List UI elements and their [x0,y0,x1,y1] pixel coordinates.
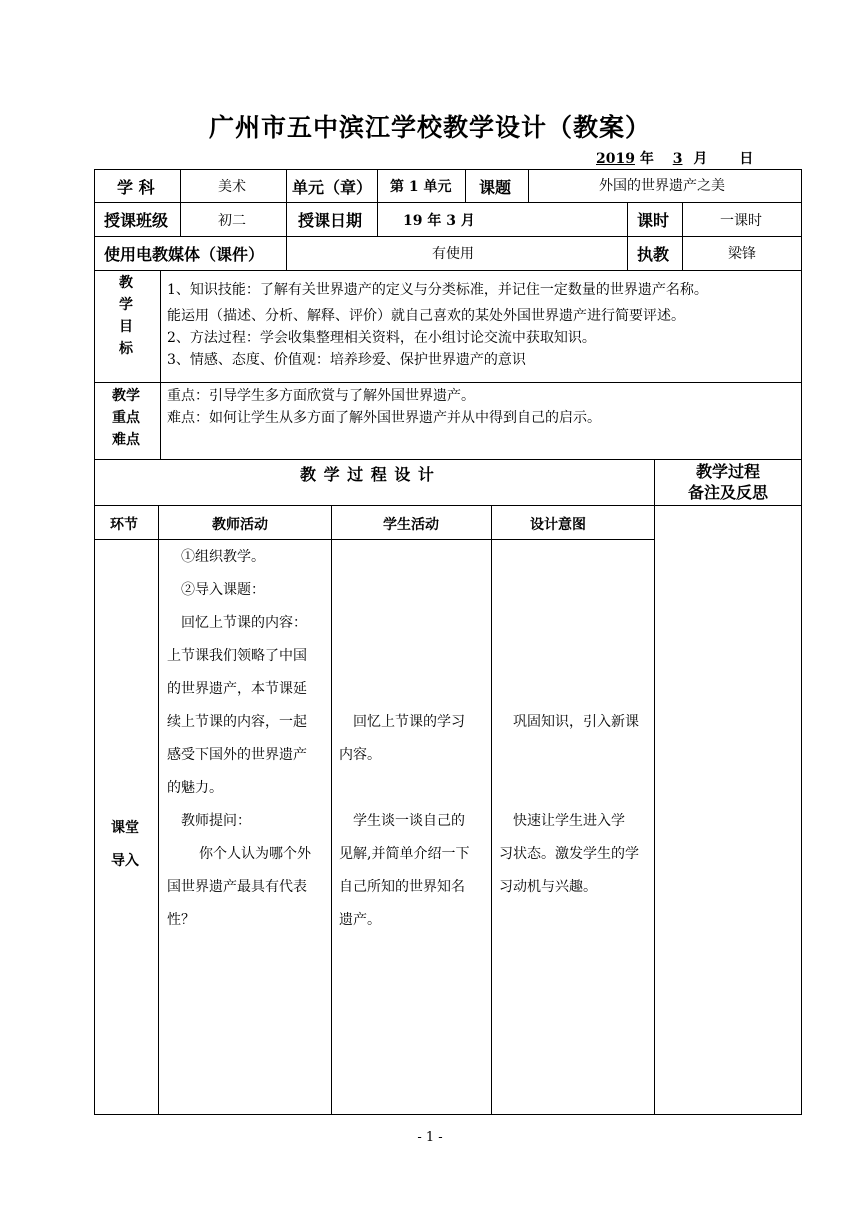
design-intent-2: 快速让学生进入学 习状态。激发学生的学 习动机与兴趣。 [499,813,639,895]
date-month-label: 月 [693,151,708,167]
date-month: 3 [672,151,683,167]
goals-line: 1、知识技能：了解有关世界遗产的定义与分类标准，并记住一定数量的世界遗产名称。 [167,282,708,298]
lesson-date-value: 19 年 3 月 [403,213,475,229]
date-year-label: 年 [639,151,654,167]
key-line: 重点：引导学生多方面欣赏与了解外国世界遗产。 [167,388,475,404]
goals-label: 教 学 目 标 [119,275,133,357]
goals-text [167,279,708,371]
page-title: 广州市五中滨江学校教学设计（教案） [208,113,651,142]
teacher-activity: ①组织教学。 ②导入课题： 回忆上节课的内容： 上节课我们领略了中国 的世界遗产，本节课延 续上节课的内容，一起 感受下国外的世界遗产 的魅力。 教师提问： 你个人认为哪个外 国世界遗产最具有代表 性？ [167,549,311,928]
date-line [592,148,753,168]
key-text [167,385,601,429]
class-label: 授课班级 [104,211,169,230]
goals-line: 3、情感、态度、价值观：培养珍爱、保护世界遗产的意识 [167,352,526,368]
media-label: 使用电教媒体（课件） [104,245,265,264]
media-value: 有使用 [432,246,474,262]
key-line: 难点：如何让学生从多方面了解外国世界遗产并从中得到自己的启示。 [167,410,601,426]
unit-label: 单元（章） [292,178,373,197]
header-student: 学生活动 [383,517,439,533]
header-stage: 环节 [110,517,138,533]
goals-line: 能运用（描述、分析、解释、评价）就自己喜欢的某处外国世界遗产进行简要评述。 [167,308,685,324]
topic-value: 外国的世界遗产之美 [599,178,725,194]
header-intent: 设计意图 [530,517,586,533]
goals-line: 2、方法过程：学会收集整理相关资料，在小组讨论交流中获取知识。 [167,330,596,346]
student-activity: 回忆上节课的学习 内容。 [339,714,465,763]
student-activity-2: 学生谈一谈自己的 见解,并简单介绍一下 自己所知的世界知名 遗产。 [339,813,470,928]
date-day-label: 日 [739,151,754,167]
unit-value: 第 1 单元 [390,179,452,195]
subject-label: 学 科 [117,178,155,197]
header-teacher: 教师活动 [212,517,268,533]
design-intent: 巩固知识，引入新课 [513,714,639,730]
class-value: 初二 [218,213,246,229]
date-year: 2019 [596,151,635,167]
teacher-label: 执教 [637,245,670,264]
process-title: 教 学 过 程 设 计 [300,465,435,484]
hours-value: 一课时 [720,213,762,229]
key-label: 教学 重点 难点 [112,388,140,448]
topic-label: 课题 [479,178,512,197]
hours-label: 课时 [637,211,670,230]
notes-header: 教学过程 备注及反思 [687,462,768,502]
page-number: - 1 - [417,1130,443,1145]
stage-label: 课堂 导入 [111,820,139,869]
teacher-value: 梁锋 [728,246,756,262]
subject-value: 美术 [218,179,246,195]
lesson-date-label: 授课日期 [298,211,363,230]
